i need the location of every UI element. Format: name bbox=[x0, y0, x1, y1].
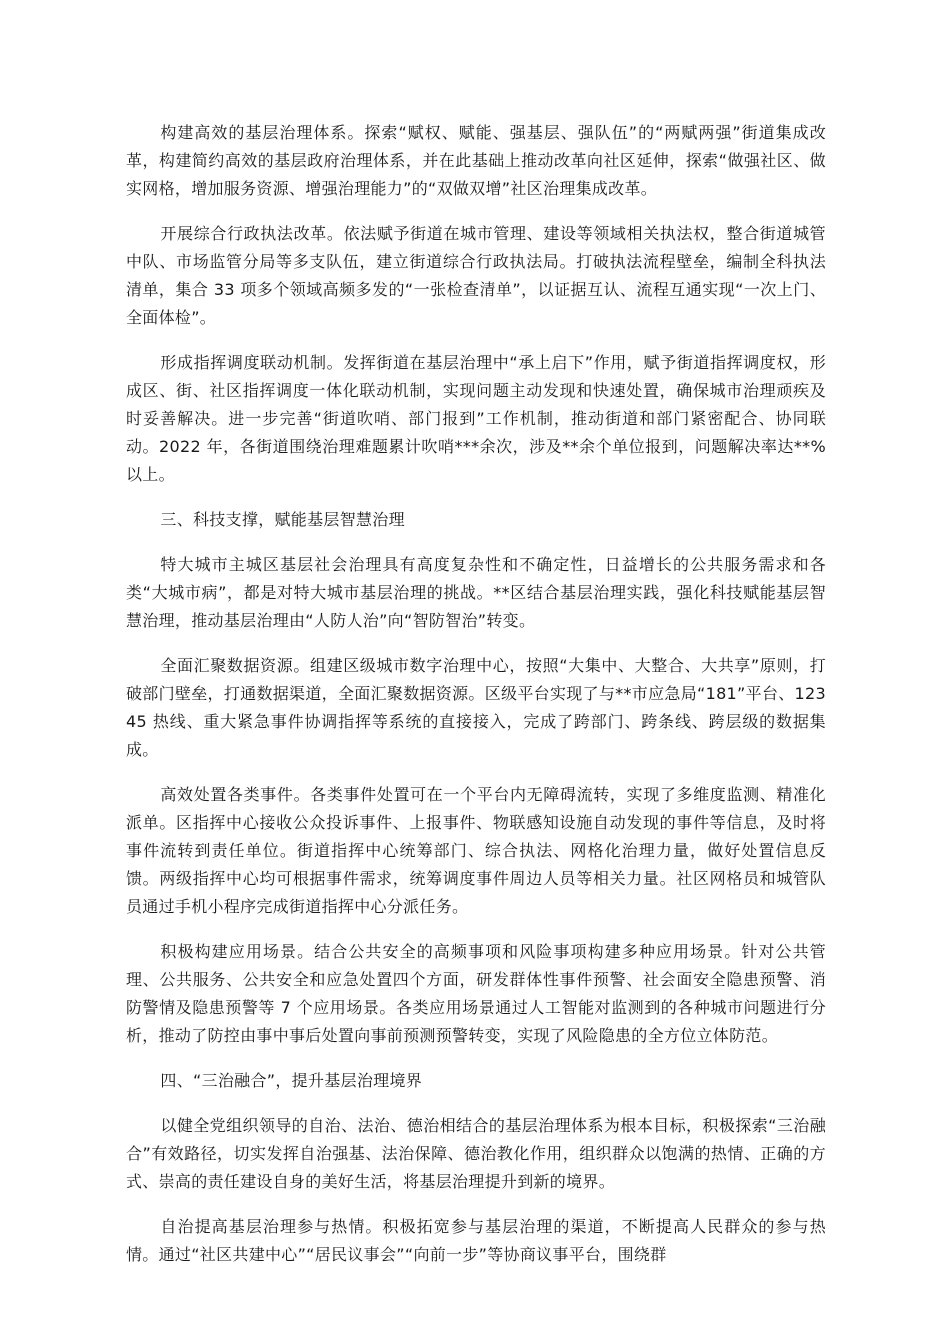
section-heading-three-governance: 四、“三治融合”，提升基层治理境界 bbox=[160, 1071, 423, 1090]
paragraph-command-dispatch-mechanism: 形成指挥调度联动机制。发挥街道在基层治理中“承上启下”作用，赋予街道指挥调度权，形成区、街、社区指挥调度一体化联动机制，实现问题主动发现和快速处置，确保城市治理顽疾及时妥善解决。进一步完善“街道吹哨、部门报到”工作机制，推动街道和部门紧密配合、协同联动。2022 年，各街道围绕治理难题累计吹哨***余次，涉及**余个单位报到，问题解决率达**%以上。 bbox=[126, 353, 826, 484]
paragraph-three-governance-intro: 以健全党组织领导的自治、法治、德治相结合的基层治理体系为根本目标，积极探索“三治融合”有效路径，切实发挥自治强基、法治保障、德治教化作用，组织群众以饱满的热情、正确的方式、崇高的责任建设自身的美好生活，将基层治理提升到新的境界。 bbox=[126, 1116, 826, 1191]
paragraph-self-governance: 自治提高基层治理参与热情。积极拓宽参与基层治理的渠道，不断提高人民群众的参与热情。通过“社区共建中心”“居民议事会”“向前一步”等协商议事平台，围绕群 bbox=[126, 1217, 826, 1264]
paragraph-application-scenarios: 积极构建应用场景。结合公共安全的高频事项和风险事项构建多种应用场景。针对公共管理、公共服务、公共安全和应急处置四个方面，研发群体性事件预警、社会面安全隐患预警、消防警情及隐患预警等 7 个应用场景。各类应用场景通过人工智能对监测到的各种城市问题进行分析，推动了防控由事中事后处置向事前预测预警转变，实现了风险隐患的全方位立体防范。 bbox=[126, 942, 826, 1045]
paragraph-data-resources: 全面汇聚数据资源。组建区级城市数字治理中心，按照“大集中、大整合、大共享”原则，打破部门壁垒，打通数据渠道，全面汇聚数据资源。区级平台实现了与**市应急局“181”平台、12345 热线、重大紧急事件协调指挥等系统的直接接入，完成了跨部门、跨条线、跨层级的数据集成。 bbox=[126, 656, 826, 759]
section-heading-tech-support: 三、科技支撑，赋能基层智慧治理 bbox=[160, 510, 405, 529]
paragraph-smart-governance-intro: 特大城市主城区基层社会治理具有高度复杂性和不确定性，日益增长的公共服务需求和各类“大城市病”，都是对特大城市基层治理的挑战。**区结合基层治理实践，强化科技赋能基层智慧治理，推动基层治理由“人防人治”向“智防智治”转变。 bbox=[126, 555, 826, 630]
paragraph-grassroots-governance-system: 构建高效的基层治理体系。探索“赋权、赋能、强基层、强队伍”的“两赋两强”街道集成改革，构建简约高效的基层政府治理体系，并在此基础上推动改革向社区延伸，探索“做强社区、做实网格，增加服务资源、增强治理能力”的“双做双增”社区治理集成改革。 bbox=[126, 123, 826, 198]
paragraph-event-handling: 高效处置各类事件。各类事件处置可在一个平台内无障碍流转，实现了多维度监测、精准化派单。区指挥中心接收公众投诉事件、上报事件、物联感知设施自动发现的事件等信息，及时将事件流转到责任单位。街道指挥中心统筹部门、综合执法、网格化治理力量，做好处置信息反馈。两级指挥中心均可根据事件需求，统筹调度事件周边人员等相关力量。社区网格员和城管队员通过手机小程序完成街道指挥中心分派任务。 bbox=[126, 785, 826, 916]
document-body bbox=[126, 119, 826, 1286]
paragraph-comprehensive-law-enforcement: 开展综合行政执法改革。依法赋予街道在城市管理、建设等领域相关执法权，整合街道城管中队、市场监管分局等多支队伍，建立街道综合行政执法局。打破执法流程壁垒，编制全科执法清单，集合 33 项多个领域高频多发的“一张检查清单”，以证据互认、流程互通实现“一次上门、全面体检”。 bbox=[126, 224, 826, 327]
